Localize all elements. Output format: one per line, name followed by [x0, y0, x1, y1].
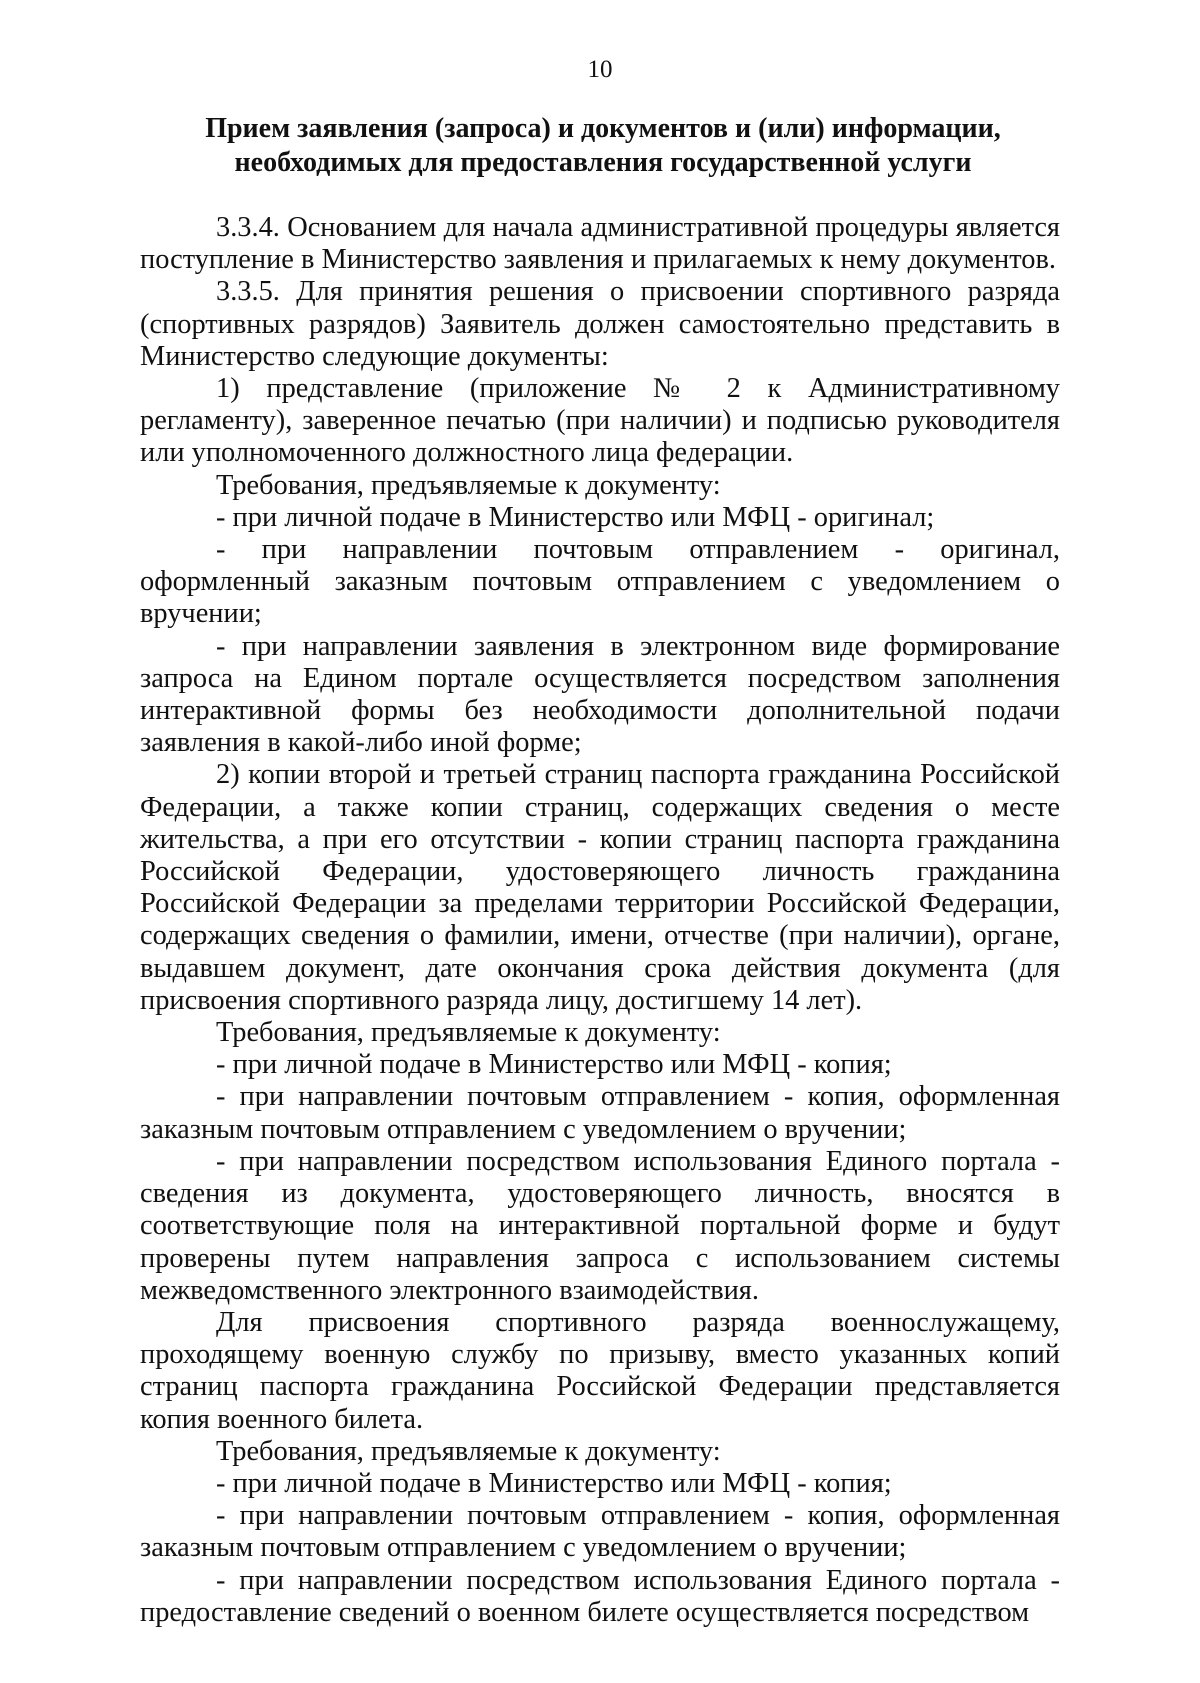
requirements-heading: Требования, предъявляемые к документу: — [216, 1017, 721, 1049]
requirement-item: - при направлении почтовым отправлением - копия, оформленная заказным почтовым отправлением с уведомлением о вручении; — [140, 1500, 1060, 1564]
list-item-2: 2) копии второй и третьей страниц паспорта гражданина Российской Федерации, а также копии страниц, содержащих сведения о месте жительства, а при его отсутствии - копии страниц паспорта гражданина Российской Федерации, удостоверяющего личность гражданина Российской Федерации за пределами территории Российской Федерации, содержащих сведения о фамилии, имени, отчестве (при наличии), органе, выдавшем документ, дате окончания срока действия документа (для присвоения спортивного разряда лицу, достигшему 14 лет). — [140, 759, 1060, 1016]
section-heading-line-1: Прием заявления (запроса) и документов и (или) информации, — [205, 113, 1001, 144]
body-text — [140, 212, 1060, 1629]
requirement-item: - при направлении почтовым отправлением - оригинал, оформленный заказным почтовым отправлением с уведомлением о вручении; — [140, 534, 1060, 630]
page-number: 10 — [587, 56, 613, 83]
requirement-item: - при личной подаче в Министерство или МФЦ - копия; — [216, 1049, 892, 1081]
requirement-item: - при личной подаче в Министерство или МФЦ - оригинал; — [216, 501, 935, 533]
requirements-heading: Требования, предъявляемые к документу: — [216, 469, 721, 501]
requirement-item: - при личной подаче в Министерство или МФЦ - копия; — [216, 1467, 892, 1499]
list-item-1: 1) представление (приложение № 2 к Административному регламенту), заверенное печатью (при наличии) и подписью руководителя или уполномоченного должностного лица федерации. — [140, 373, 1060, 469]
paragraph-3-3-5: 3.3.5. Для принятия решения о присвоении спортивного разряда (спортивных разрядов) Заявитель должен самостоятельно представить в Министерство следующие документы: — [140, 276, 1060, 372]
requirement-item: - при направлении посредством использования Единого портала - предоставление сведений о военном билете осуществляется посредством — [140, 1564, 1060, 1628]
requirement-item: - при направлении почтовым отправлением - копия, оформленная заказным почтовым отправлением с уведомлением о вручении; — [140, 1081, 1060, 1145]
section-heading — [150, 112, 1056, 180]
requirement-item: - при направлении посредством использования Единого портала - сведения из документа, удостоверяющего личность, вносятся в соответствующие поля на интерактивной портальной форме и будут проверены путем направления запроса с использованием системы межведомственного электронного взаимодействия. — [140, 1145, 1060, 1306]
paragraph-3-3-4: 3.3.4. Основанием для начала административной процедуры является поступление в Министерство заявления и прилагаемых к нему документов. — [140, 212, 1060, 276]
requirement-item: - при направлении заявления в электронном виде формирование запроса на Едином портале осуществляется посредством заполнения интерактивной формы без необходимости дополнительной подачи заявления в какой-либо иной форме; — [140, 630, 1060, 759]
military-id-paragraph: Для присвоения спортивного разряда военнослужащему, проходящему военную службу по призыву, вместо указанных копий страниц паспорта гражданина Российской Федерации представляется копия военного билета. — [140, 1306, 1060, 1435]
section-heading-line-2: необходимых для предоставления государственной услуги — [234, 147, 972, 178]
requirements-heading: Требования, предъявляемые к документу: — [216, 1435, 721, 1467]
